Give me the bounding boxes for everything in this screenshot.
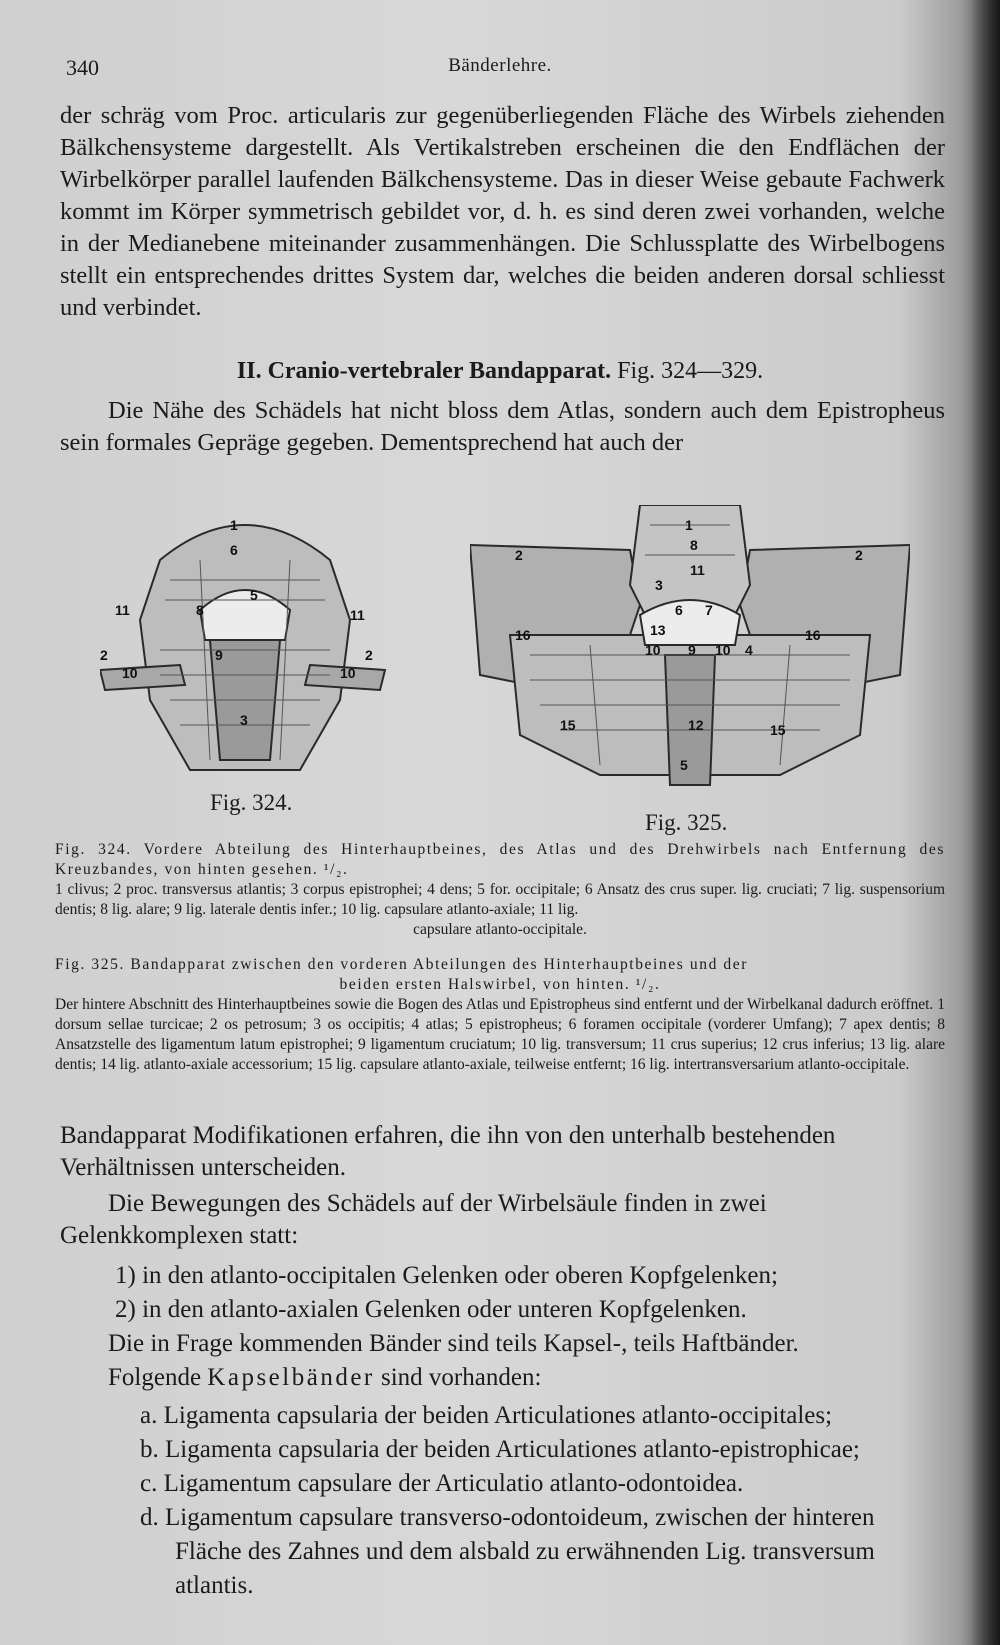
fig325-num: 15 xyxy=(560,717,576,733)
section-title: II. Cranio-vertebraler Bandapparat. xyxy=(236,358,612,384)
fig325-num: 6 xyxy=(675,602,683,618)
fig324-num: 3 xyxy=(240,712,248,728)
figure-324-label: Fig. 324. xyxy=(210,790,293,815)
figure-325 xyxy=(470,505,910,835)
fig325-num: 16 xyxy=(515,627,531,643)
figure-325-illustration xyxy=(470,505,910,795)
fig324-num: 1 xyxy=(230,517,238,533)
list-item-continuation: Fläche des Zahnes und dem alsbald zu erwähnenden Lig. transversum xyxy=(175,1538,875,1565)
fig324-num: 11 xyxy=(350,607,365,623)
fig325-num: 15 xyxy=(770,722,786,738)
fig325-num: 12 xyxy=(688,717,704,733)
section-heading xyxy=(60,358,940,385)
paragraph-6-prefix: Folgende xyxy=(108,1364,202,1391)
fig325-num: 1 xyxy=(685,517,693,533)
page-header xyxy=(60,55,940,85)
fig324-num: 10 xyxy=(122,665,138,681)
fig325-num: 4 xyxy=(745,642,753,658)
fig324-num: 2 xyxy=(100,647,108,663)
paragraph-4: Die Bewegungen des Schädels auf der Wirbelsäule finden in zwei Gelenkkomplexen statt: xyxy=(60,1190,767,1249)
caption-325-head: Fig. 325. Bandapparat zwischen den vorderen Abteilungen des Hinterhauptbeines und der xyxy=(55,956,748,973)
fig325-num: 8 xyxy=(690,537,698,553)
fig324-num: 6 xyxy=(230,542,238,558)
fig325-num: 16 xyxy=(805,627,821,643)
fig325-num: 10 xyxy=(645,642,661,658)
fig325-num: 11 xyxy=(690,562,705,578)
figure-324 xyxy=(100,500,390,815)
figure-324-illustration xyxy=(100,500,390,780)
list-item-continuation-end: atlantis. xyxy=(175,1572,254,1599)
fig324-num: 5 xyxy=(250,587,258,603)
page-edge-shadow xyxy=(970,0,1000,1645)
fig324-num: 9 xyxy=(215,647,223,663)
paragraph-6 xyxy=(60,1362,945,1394)
figure-325-label: Fig. 325. xyxy=(645,810,728,835)
caption-325-body: Der hintere Abschnitt des Hinterhauptbeines sowie die Bogen des Atlas und Epistropheus sind entfernt und der Wirbelkanal dadurch eröffnet. 1 dorsum sellae turcicae; 2 os petrosum; 3 os occipitis; 4 atlas; 5 epistropheus; 6 foramen occipitale (vorderer Umfang); 7 apex dentis; 8 Ansatzstelle des ligamentum latum epistrophei; 9 ligamentum cruciatum; 10 lig. transversum; 11 crus superius; 12 crus inferius; 13 lig. alare dentis; 14 lig. atlanto-axiale accessorium; 15 lig. capsulare atlanto-axiale, teilweise entfernt; 16 lig. intertransversarium atlanto-occipitale. xyxy=(55,996,945,1073)
page-number: 340 xyxy=(66,55,99,80)
fig325-num: 9 xyxy=(688,642,696,658)
caption-325-head-center: beiden ersten Halswirbel, von hinten. ¹/₂. xyxy=(339,976,661,993)
paragraph-2: Die Nähe des Schädels hat nicht bloss dem Atlas, sondern auch dem Epistropheus sein formales Gepräge gegeben. Dementsprechend hat auch der xyxy=(60,397,945,456)
caption-324-tail: capsulare atlanto-occipitale. xyxy=(413,921,587,938)
fig324-num: 11 xyxy=(115,602,130,618)
paragraph-1: der schräg vom Proc. articularis zur gegenüberliegenden Fläche des Wirbels ziehenden Bälkchensysteme dargestellt. Als Vertikalstreben erscheinen die den Endflächen der Wirbelkörper parallel laufenden Bälkchensysteme. Das in dieser Weise gebaute Fachwerk kommt im Körper symmetrisch gebildet vor, d. h. es sind deren zwei vorhanden, welche in der Medianebene miteinander zusammenhängen. Die Schlussplatte des Wirbelbogens stellt ein entsprechendes drittes System dar, welches die beiden anderen dorsal schliesst und verbindet. xyxy=(60,102,945,321)
caption-fig-324 xyxy=(55,840,945,940)
paragraph-5: Die in Frage kommenden Bänder sind teils Kapsel-, teils Haftbänder. xyxy=(108,1330,799,1357)
fig324-num: 2 xyxy=(365,647,373,663)
list-item-lettered-b: b. Ligamenta capsularia der beiden Articulationes atlanto-epistrophicae; xyxy=(140,1436,860,1463)
paragraph-6-spaced: Kapselbänder xyxy=(207,1364,375,1391)
fig325-num: 2 xyxy=(855,547,863,563)
caption-324-body: 1 clivus; 2 proc. transversus atlantis; 3 corpus epistrophei; 4 dens; 5 for. occipitale; 6 Ansatz des crus super. lig. cruciati; 7 lig. suspensorium dentis; 8 lig. alare; 9 lig. laterale dentis infer.; 10 lig. capsulare atlanto-axiale; 11 lig. xyxy=(55,881,945,918)
paragraph-3: Bandapparat Modifikationen erfahren, die ihn von den unterhalb bestehenden Verhältnissen unterscheiden. xyxy=(60,1122,836,1181)
fig324-num: 8 xyxy=(196,602,204,618)
caption-fig-325 xyxy=(55,955,945,1075)
fig324-num: 10 xyxy=(340,665,356,681)
fig325-num: 2 xyxy=(515,547,523,563)
caption-324-head: Fig. 324. Vordere Abteilung des Hinterhauptbeines, des Atlas und des Drehwirbels nach Entfernung des Kreuzbandes, von hinten gesehen. ¹/₂. xyxy=(55,841,945,878)
fig325-num: 13 xyxy=(650,622,666,638)
list-item-numbered-2: 2) in den atlanto-axialen Gelenken oder unteren Kopfgelenken. xyxy=(115,1296,747,1323)
fig325-num: 7 xyxy=(705,602,713,618)
fig325-num: 10 xyxy=(715,642,731,658)
list-item-lettered-d: d. Ligamentum capsulare transverso-odontoideum, zwischen der hinteren xyxy=(140,1504,875,1531)
fig325-num: 5 xyxy=(680,757,688,773)
section-figure-ref: Fig. 324—329. xyxy=(617,358,764,384)
list-item-numbered-1: 1) in den atlanto-occipitalen Gelenken oder oberen Kopfgelenken; xyxy=(115,1262,778,1289)
list-item-lettered-a: a. Ligamenta capsularia der beiden Articulationes atlanto-occipitales; xyxy=(140,1402,833,1429)
paragraph-6-suffix: sind vorhanden: xyxy=(381,1364,542,1391)
running-title: Bänderlehre. xyxy=(448,55,552,76)
list-item-lettered-c: c. Ligamentum capsulare der Articulatio atlanto-odontoidea. xyxy=(140,1470,744,1497)
fig325-num: 3 xyxy=(655,577,663,593)
